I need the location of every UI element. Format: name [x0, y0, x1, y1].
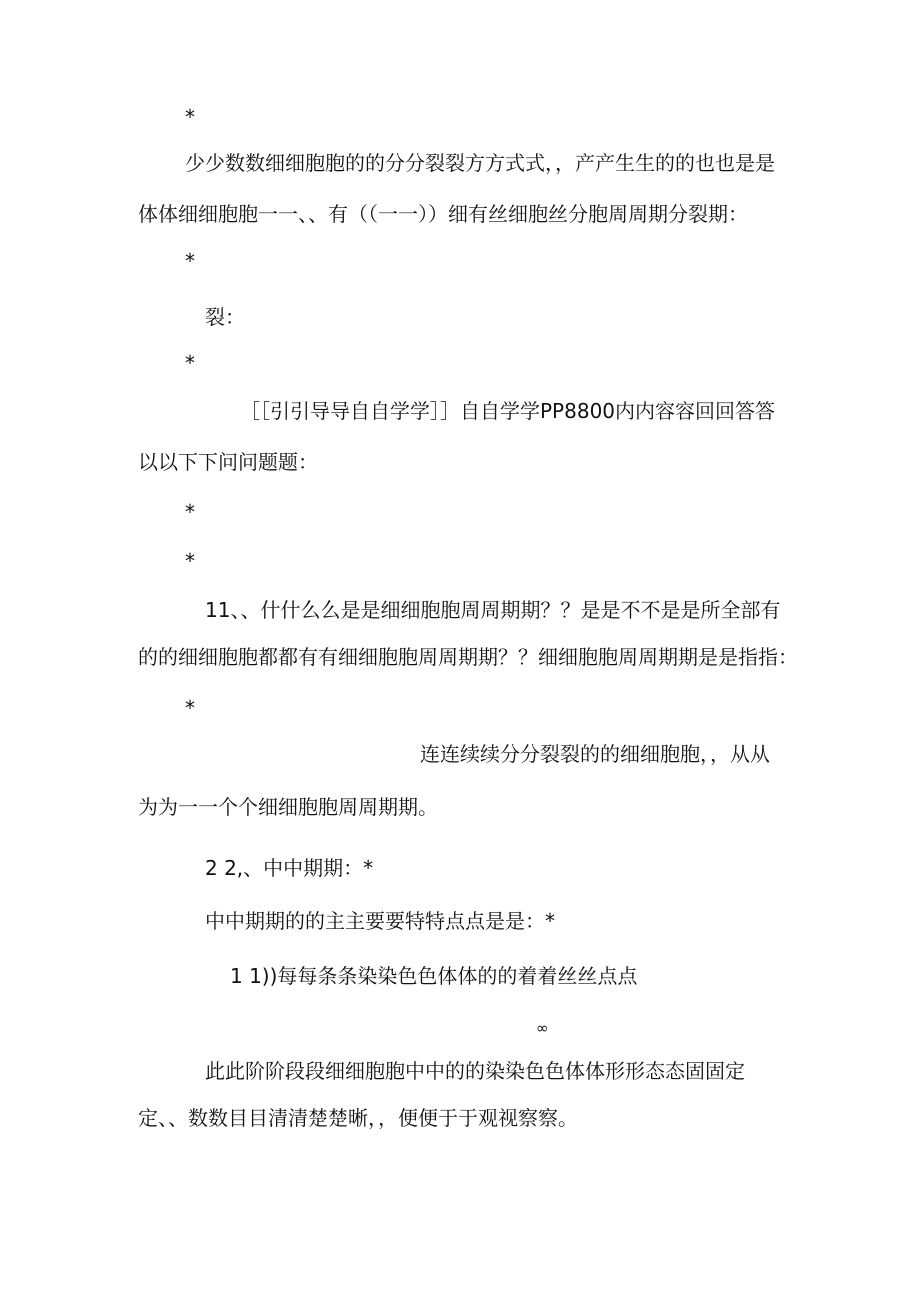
bullet-star: * — [185, 549, 195, 573]
text-line: 此此阶阶段段细细胞胞中中的的染染色色体体形形态态固固定 — [205, 1059, 745, 1083]
text-line: 连连续续分分裂裂的的细细胞胞，，从从 — [420, 742, 770, 766]
bullet-star: * — [185, 249, 195, 273]
text-line: 的的细细胞胞都都有有细细胞胞周周期期？？细细胞胞周周期期是是指指： — [138, 645, 798, 669]
text-line: 11、、什什么么是是细细胞胞周周期期？？是是不不是是所全部有 — [205, 598, 781, 622]
text-line: 裂： — [205, 305, 245, 329]
text-line: 定、、数数目目清清楚楚晰，，便便于于观视察察。 — [138, 1106, 578, 1130]
text-line: 以以下下问问题题： — [138, 450, 318, 474]
text-line: 中中期期的的主主要要特特点点是是：* — [205, 909, 555, 933]
text-line: 少少数数细细胞胞的的分分裂裂方方式式，，产产生生的的也也是是 — [185, 151, 775, 175]
section-heading: 2 2,、中中期期：* — [205, 856, 374, 880]
text-line: ［［引引导导自自学学］］自自学学PP8800内内容容回回答答 — [240, 399, 776, 423]
bullet-star: * — [185, 500, 195, 524]
text-line: 为为一一个个细细胞胞周周期期。 — [138, 795, 438, 819]
bullet-star: * — [185, 351, 195, 375]
bullet-star: * — [185, 696, 195, 720]
bullet-star: * — [185, 105, 195, 129]
text-line: 体体细细胞胞一一、、有（（一一））细有丝细胞丝分胞周周期分裂期： — [138, 202, 748, 226]
symbol-mark: ∞ — [536, 1019, 549, 1037]
text-line: 1 1))每每条条染染色色体体的的着着丝丝点点 — [230, 964, 638, 988]
